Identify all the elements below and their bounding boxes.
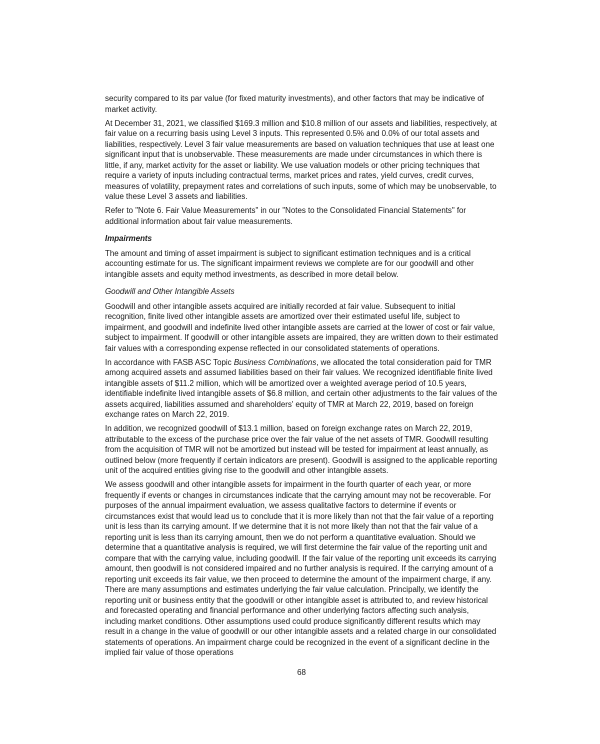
paragraph-refer-note6: Refer to "Note 6. Fair Value Measurements" in our "Notes to the Consolidated Financial Statements" for additional information about fair value measurements.: [105, 206, 467, 226]
business-combinations-italic-title: Business Combinations: [233, 357, 317, 367]
fasb-paragraph-lead-text: In accordance with FASB ASC Topic: [105, 357, 234, 367]
paragraph-goodwill-initial-recognition: Goodwill and other intangible assets acquired are initially recorded at fair value. Subsequent to initial recognition, finite lived other intangible assets are amortized over their estimated useful life, subject to impairment, and goodwill and indefinite lived other intangible assets are carried at the lower of cost or fair value, subject to impairment. If goodwill or other intangible assets are impaired, they are written down to their estimated fair values with a corresponding expense reflected in our consolidated statements of operations.: [105, 301, 498, 353]
paragraph-fasb-business-combinations: [105, 358, 498, 421]
heading-impairments: Impairments: [105, 234, 152, 243]
paragraph-level3-fair-value: At December 31, 2021, we classified $169.3 million and $10.8 million of our assets and liabilities, respectively, at fair value on a recurring basis using Level 3 inputs. This represented 0.5% and 0.0% of our total assets and liabilities, respectively. Level 3 fair value measurements are based on valuation techniques that use at least one significant input that is unobservable. These measurements are made under circumstances in which there is little, if any, market activity for the asset or liability. We use valuation models or other pricing techniques that require a variety of inputs including contractual terms, market prices and rates, yield curves, credit curves, measures of volatility, prepayment rates and correlations of such inputs, some of which may be unobservable, to value these Level 3 assets and liabilities.: [105, 118, 497, 201]
paragraph-market-activity: security compared to its par value (for fixed maturity investments), and other factors that may be indicative of market activity.: [105, 94, 484, 114]
paragraph-impairment-assessment: We assess goodwill and other intangible assets for impairment in the fourth quarter of each year, or more frequently if events or changes in circumstances indicate that the carrying amount may not be recoverable. For purposes of the annual impairment evaluation, we assess qualitative factors to determine if events or circumstances exist that would lead us to conclude that it is more likely than not that the fair value of a reporting unit is less than its carrying amount. If we determine that it is not more likely than not that the fair value of a reporting unit is less than its carrying amount, then we do not perform a quantitative evaluation. Should we determine that a quantitative analysis is required, we will first determine the fair value of the reporting unit and compare that with the carrying value, including goodwill. If the fair value of the reporting unit exceeds its carrying amount, then goodwill is not considered impaired and no further analysis is required. If the carrying amount of a reporting unit exceeds its fair value, we then proceed to determine the amount of the impairment charge, if any. There are many assumptions and estimates underlying the fair value calculation. Principally, we identify the reporting unit or business entity that the goodwill or other intangible asset is attributed to, and review historical and forecasted operating and financial performance and other underlying factors affecting such analysis, including market conditions. Other assumptions used could produce significantly different results which may result in a change in the value of goodwill or our other intangible assets and a related charge in our consolidated statements of operations. An impairment charge could be recognized in the event of a significant decline in the implied fair value of those operations: [105, 480, 497, 657]
heading-goodwill-other-intangible-assets: Goodwill and Other Intangible Assets: [105, 287, 235, 296]
page-number: 68: [297, 667, 306, 677]
paragraph-goodwill-recognized: In addition, we recognized goodwill of $13.1 million, based on foreign exchange rates on March 22, 2019, attributable to the excess of the purchase price over the fair value of the net assets of TMR. Goodwill resulting from the acquisition of TMR will not be amortized but instead will be tested for impairment at least annually, as outlined below (more frequently if certain indicators are present). Goodwill is assigned to the applicable reporting unit of the acquired entities giving rise to the goodwill and other intangible assets.: [105, 424, 498, 475]
fasb-paragraph-remaining-text: , we allocated the total consideration paid for TMR among acquired assets and assumed liabilities based on their fair values. We recognized identifiable finite lived intangible assets of $11.2 million, which will be amortized over a weighted average period of 10.5 years, identifiable indefinite lived intangible assets of $6.8 million, and certain other adjustments to the fair values of the assets acquired, liabilities assumed and shareholders' equity of TMR at March 22, 2019, based on foreign exchange rates on March 22, 2019.: [105, 357, 498, 419]
paragraph-impairments-intro: The amount and timing of asset impairment is subject to significant estimation techniques and is a critical accounting estimate for us. The significant impairment reviews we complete are for our goodwill and other intangible assets and equity method investments, as described in more detail below.: [105, 248, 474, 279]
document-text-block: [105, 94, 498, 678]
